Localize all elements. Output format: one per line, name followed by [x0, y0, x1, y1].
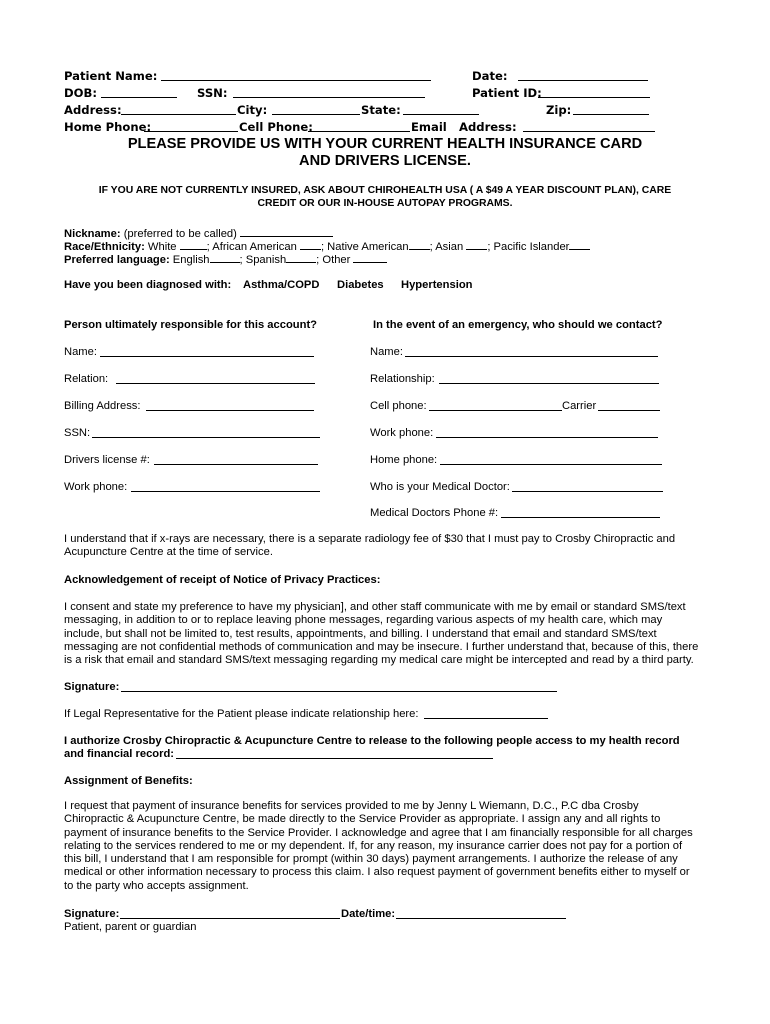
insurance-note-line2: CREDIT OR OUR IN-HOUSE AUTOPAY PROGRAMS. — [257, 198, 513, 209]
address-field[interactable] — [121, 114, 236, 115]
emergency-cell-label: Cell phone: — [370, 400, 427, 412]
race-asian: ; Asian — [429, 241, 467, 253]
lang-english-field[interactable] — [210, 251, 240, 263]
legal-rep-label: If Legal Representative for the Patient please indicate relationship here: — [64, 708, 419, 720]
emergency-work-label: Work phone: — [370, 427, 434, 439]
responsible-work-field[interactable] — [131, 491, 320, 492]
patient-name-label: Patient Name: — [64, 69, 158, 83]
responsible-work-label: Work phone: — [64, 481, 128, 493]
address-label: Address: — [64, 103, 122, 117]
nickname-hint: (preferred to be called) — [120, 228, 240, 240]
date-field[interactable] — [518, 80, 648, 81]
email-address-label: Address: — [459, 120, 517, 134]
city-field[interactable] — [272, 114, 360, 115]
patient-id-label: Patient ID: — [472, 86, 542, 100]
ssn-label: SSN: — [197, 86, 228, 100]
patient-name-field[interactable] — [161, 80, 431, 81]
responsible-heading: Person ultimately responsible for this account? — [64, 319, 318, 331]
privacy-signature-label: Signature: — [64, 681, 120, 693]
home-phone-field[interactable] — [144, 131, 238, 132]
race-african: ; African American — [206, 241, 300, 253]
emergency-name-label: Name: — [370, 346, 403, 358]
benefits-signature-field[interactable] — [120, 918, 340, 919]
dob-field[interactable] — [101, 97, 177, 98]
date-label: Date: — [472, 69, 508, 83]
language-row — [64, 251, 387, 267]
lang-spanish-field[interactable] — [286, 251, 316, 263]
benefits-line3: payment of insurance benefits to the Service Provider. I acknowledge and agree that I am financially responsible for all charges — [64, 826, 693, 839]
benefits-line4: relating to the services rendered to me or my dependent. If, for any reason, my insurance carrier does not pay for a portion of — [64, 839, 683, 852]
emergency-home-field[interactable] — [440, 464, 662, 465]
lang-other: ; Other — [316, 254, 354, 266]
patient-id-field[interactable] — [538, 97, 650, 98]
drivers-license-field[interactable] — [154, 464, 318, 465]
nickname-label: Nickname: — [64, 228, 121, 240]
benefits-signature-label: Signature: — [64, 908, 120, 920]
privacy-line5: is a risk that email and standard SMS/text messaging regarding my medical care might be intercepted and read by a third party. — [64, 654, 694, 667]
language-label: Preferred language: — [64, 254, 170, 266]
benefits-paragraph — [64, 800, 707, 893]
emergency-cell-field[interactable] — [429, 410, 562, 411]
lang-other-field[interactable] — [353, 251, 387, 263]
benefits-line5: this bill, I understand that I am responsible for prompt (within 30 days) payment arrangements. I authorize the release of any — [64, 853, 678, 866]
benefits-datetime-label: Date/time: — [341, 908, 396, 920]
medical-doctor-field[interactable] — [512, 491, 663, 492]
xray-line2: Acupuncture Centre at the time of service. — [64, 546, 273, 559]
emergency-name-field[interactable] — [405, 356, 658, 357]
email-field[interactable] — [523, 131, 655, 132]
xray-paragraph — [64, 533, 707, 560]
legal-rep-field[interactable] — [424, 718, 548, 719]
diagnosis-question: Have you been diagnosed with: — [64, 279, 232, 291]
dob-label: DOB: — [64, 86, 97, 100]
page-title-line2: AND DRIVERS LICENSE. — [299, 153, 471, 169]
state-field[interactable] — [403, 114, 479, 115]
race-label: Race/Ethnicity: — [64, 241, 145, 253]
benefits-line6: medical or other information necessary to process this claim. I also request payment of government benefits either to myself or — [64, 866, 690, 879]
emergency-heading: In the event of an emergency, who should we contact? — [373, 319, 663, 331]
cell-phone-label: Cell Phone: — [239, 120, 313, 134]
race-native: ; Native American — [320, 241, 409, 253]
state-label: State: — [361, 103, 401, 117]
doctor-phone-label: Medical Doctors Phone #: — [370, 507, 499, 519]
responsible-ssn-label: SSN: — [64, 427, 91, 439]
emergency-home-label: Home phone: — [370, 454, 438, 466]
drivers-license-label: Drivers license #: — [64, 454, 150, 466]
responsible-name-label: Name: — [64, 346, 97, 358]
diagnosis-diabetes[interactable]: Diabetes — [337, 279, 384, 291]
benefits-line1: I request that payment of insurance benefits for services provided to me by Jenny L Wiemann, D.C., P.C dba Crosby — [64, 800, 639, 812]
privacy-line3: include, but shall not be limited to, test results, appointments, and billing. I understand that email and standard SMS/text — [64, 627, 657, 640]
billing-address-label: Billing Address: — [64, 400, 141, 412]
ssn-field[interactable] — [233, 97, 425, 98]
privacy-signature-field[interactable] — [121, 691, 557, 692]
privacy-line4: messaging are not confidential methods of communication and may be insecure. I further understand that, because of this, there — [64, 640, 699, 653]
benefits-datetime-field[interactable] — [396, 918, 566, 919]
medical-doctor-label: Who is your Medical Doctor: — [370, 481, 510, 493]
zip-field[interactable] — [573, 114, 649, 115]
benefits-heading: Assignment of Benefits: — [64, 775, 193, 787]
insurance-note-line1: IF YOU ARE NOT CURRENTLY INSURED, ASK ABOUT CHIROHEALTH USA ( A $49 A YEAR DISCOUNT PLAN), CARE — [98, 185, 672, 196]
privacy-line2: messaging, in addition to or to replace leaving phone messages, regarding various aspects of my health care, which may — [64, 614, 663, 627]
emergency-relationship-label: Relationship: — [370, 373, 435, 385]
race-asian-field[interactable] — [466, 238, 487, 250]
race-white: White — [144, 241, 180, 253]
responsible-name-field[interactable] — [100, 356, 314, 357]
page-title-line1: PLEASE PROVIDE US WITH YOUR CURRENT HEALTH INSURANCE CARD — [127, 136, 643, 152]
privacy-line1: I consent and state my preference to have my physician], and other staff communicate with me by email or standard SMS/text — [64, 601, 686, 613]
xray-line1: I understand that if x-rays are necessary, there is a separate radiology fee of $30 that I must pay to Crosby Chiropractic and — [64, 533, 676, 545]
responsible-relation-field[interactable] — [116, 383, 315, 384]
diagnosis-hypertension[interactable]: Hypertension — [401, 279, 473, 291]
cell-phone-field[interactable] — [308, 131, 410, 132]
emergency-relationship-field[interactable] — [439, 383, 659, 384]
race-african-field[interactable] — [300, 238, 321, 250]
benefits-line2: Chiropractic & Acupuncture Centre, be made directly to the Service Provider as appropriate. I assign any and all rights to — [64, 813, 661, 826]
race-pacific: ; Pacific Islander — [487, 241, 570, 253]
responsible-ssn-field[interactable] — [92, 437, 320, 438]
nickname-field[interactable] — [240, 225, 333, 237]
lang-english: English — [169, 254, 210, 266]
billing-address-field[interactable] — [146, 410, 314, 411]
emergency-carrier-field[interactable] — [598, 410, 660, 411]
benefits-line7: to the party who accepts assignment. — [64, 879, 249, 892]
release-line2: and financial record: — [64, 748, 175, 760]
race-native-field[interactable] — [409, 238, 430, 250]
emergency-work-field[interactable] — [436, 437, 658, 438]
guardian-caption: Patient, parent or guardian — [64, 921, 197, 933]
privacy-heading: Acknowledgement of receipt of Notice of Privacy Practices: — [64, 574, 381, 586]
lang-spanish: ; Spanish — [239, 254, 287, 266]
city-label: City: — [237, 103, 268, 117]
home-phone-label: Home Phone: — [64, 120, 152, 134]
release-line1: I authorize Crosby Chiropractic & Acupuncture Centre to release to the following people access to my health record — [64, 735, 680, 747]
diagnosis-asthma[interactable]: Asthma/COPD — [243, 279, 320, 291]
emergency-carrier-label: Carrier — [562, 400, 597, 412]
privacy-paragraph — [64, 601, 707, 667]
race-white-field[interactable] — [180, 238, 207, 250]
responsible-relation-label: Relation: — [64, 373, 109, 385]
race-pacific-field[interactable] — [569, 238, 590, 250]
zip-label: Zip: — [546, 103, 572, 117]
email-label: Email — [411, 120, 447, 134]
release-field[interactable] — [176, 758, 493, 759]
doctor-phone-field[interactable] — [501, 517, 660, 518]
